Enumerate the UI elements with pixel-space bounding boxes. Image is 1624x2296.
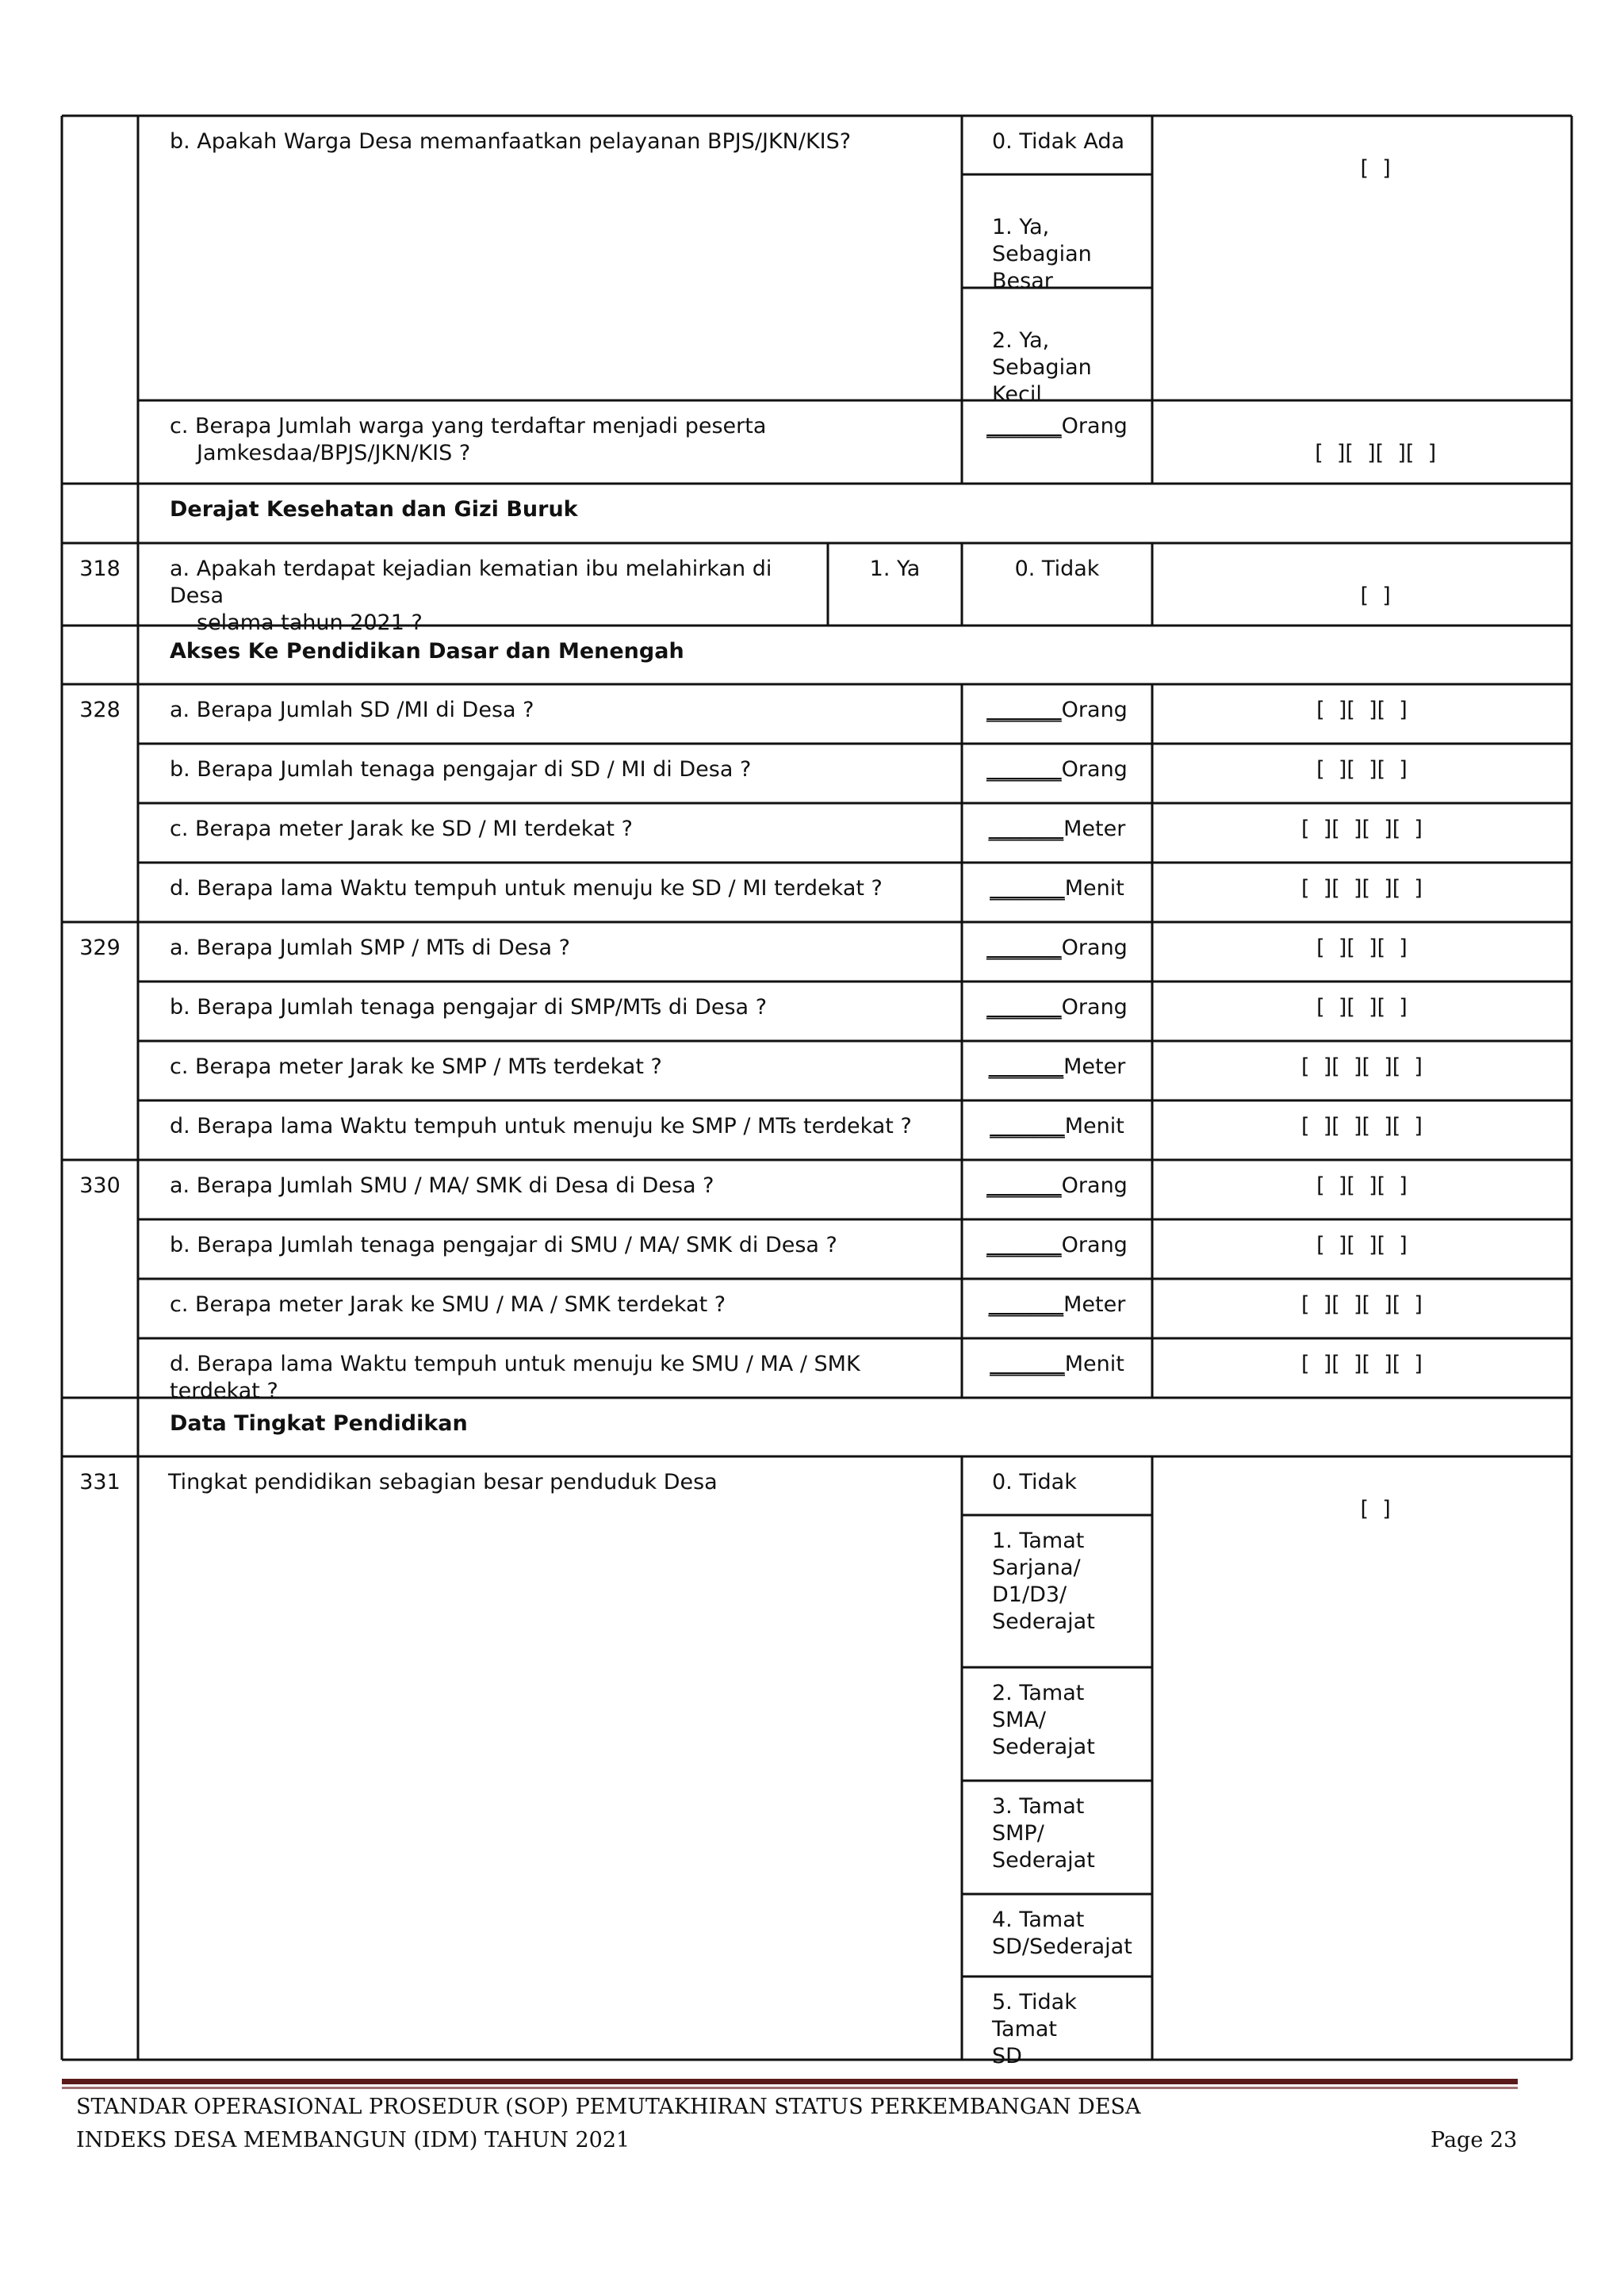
- page-number-label: Page 23: [1431, 2128, 1518, 2152]
- unit-label: Menit: [1064, 1352, 1124, 1376]
- unit-label: Menit: [1064, 1114, 1124, 1138]
- section-heading: [138, 626, 1572, 684]
- question-education-level: [138, 1456, 962, 2060]
- question-text: a. Berapa Jumlah SMP / MTs di Desa ?: [170, 936, 570, 960]
- question-row: [138, 982, 962, 1041]
- unit-field[interactable]: [962, 922, 1152, 982]
- question-text: c. Berapa meter Jarak ke SMP / MTs terdekat ?: [170, 1054, 662, 1079]
- question-text: d. Berapa lama Waktu tempuh untuk menuju ke SMP / MTs terdekat ?: [170, 1114, 912, 1138]
- question-text-cont: Jamkesdaa/BPJS/JKN/KIS ?: [197, 441, 471, 465]
- section-title: Akses Ke Pendidikan Dasar dan Menengah: [170, 639, 684, 664]
- option-label: 0. Tidak: [992, 1470, 1077, 1494]
- footer-subtitle: [76, 2127, 630, 2154]
- question-text: Tingkat pendidikan sebagian besar penduduk Desa: [168, 1470, 718, 1494]
- question-maternal-death: [138, 543, 828, 635]
- answer-box[interactable]: [1152, 116, 1572, 400]
- option-tidak-ada[interactable]: [962, 116, 1152, 174]
- option-label: 5. Tidak Tamat SD: [992, 1990, 1077, 2068]
- answer-box[interactable]: [1152, 543, 1572, 626]
- fill-line: _______: [986, 757, 1062, 782]
- number-label: 331: [79, 1470, 121, 1494]
- footer-line-1: STANDAR OPERASIONAL PROSEDUR (SOP) PEMUTAKHIRAN STATUS PERKEMBANGAN DESA: [76, 2095, 1141, 2119]
- question-row: [138, 1041, 962, 1100]
- question-text-cont: selama tahun 2021 ?: [197, 610, 423, 635]
- answer-brackets: [ ][ ][ ]: [1316, 936, 1408, 960]
- option-edu-3[interactable]: [962, 1781, 1152, 1894]
- unit-label: Menit: [1064, 876, 1124, 901]
- option-label: 1. Tamat Sarjana/ D1/D3/ Sederajat: [992, 1529, 1095, 1634]
- option-tidak[interactable]: [962, 543, 1152, 626]
- unit-label: Orang: [1061, 936, 1128, 960]
- answer-box[interactable]: [1152, 803, 1572, 863]
- fill-line: _______: [986, 1233, 1062, 1257]
- option-edu-4[interactable]: [962, 1894, 1152, 1976]
- answer-brackets: [ ][ ][ ][ ]: [1301, 1292, 1423, 1317]
- option-label: 0. Tidak Ada: [992, 129, 1125, 154]
- number-label: 328: [79, 698, 121, 722]
- answer-brackets: [ ]: [1360, 584, 1391, 608]
- option-sebagian-kecil[interactable]: [962, 288, 1152, 407]
- unit-field[interactable]: [962, 982, 1152, 1041]
- unit-label: Meter: [1063, 817, 1126, 841]
- fill-line: _______: [990, 876, 1065, 901]
- footer-rule-light: [62, 2087, 1518, 2089]
- footer-rule-dark: [62, 2079, 1518, 2084]
- option-label: 1. Ya, Sebagian Besar: [992, 215, 1092, 293]
- option-edu-5[interactable]: [962, 1976, 1152, 2068]
- answer-box[interactable]: [1152, 1338, 1572, 1398]
- question-jamkesdaa-count: [138, 400, 962, 484]
- unit-field[interactable]: [962, 684, 1152, 744]
- question-row: [138, 863, 962, 922]
- answer-brackets: [ ][ ][ ]: [1316, 1173, 1408, 1198]
- unit-field[interactable]: [962, 1100, 1152, 1160]
- question-number: [62, 1456, 138, 2060]
- answer-box[interactable]: [1152, 922, 1572, 982]
- unit-field[interactable]: [962, 1338, 1152, 1398]
- answer-box[interactable]: [1152, 1041, 1572, 1100]
- section-title: Data Tingkat Pendidikan: [170, 1411, 468, 1436]
- fill-line: _______: [986, 936, 1062, 960]
- unit-field[interactable]: [962, 1279, 1152, 1338]
- answer-box[interactable]: [1152, 1160, 1572, 1219]
- number-label: 318: [79, 557, 121, 581]
- fill-line: _______: [986, 698, 1062, 722]
- option-edu-1[interactable]: [962, 1515, 1152, 1667]
- question-text: a. Berapa Jumlah SMU / MA/ SMK di Desa di Desa ?: [170, 1173, 714, 1198]
- option-label: 0. Tidak: [1014, 557, 1100, 581]
- answer-box[interactable]: [1152, 863, 1572, 922]
- answer-brackets: [ ][ ][ ][ ]: [1315, 441, 1437, 465]
- question-text: a. Berapa Jumlah SD /MI di Desa ?: [170, 698, 534, 722]
- question-text: c. Berapa Jumlah warga yang terdaftar menjadi peserta: [170, 414, 767, 438]
- question-text: d. Berapa lama Waktu tempuh untuk menuju ke SD / MI terdekat ?: [170, 876, 883, 901]
- fill-line: _______: [988, 817, 1064, 841]
- unit-label: Meter: [1063, 1292, 1126, 1317]
- answer-brackets: [ ]: [1360, 1497, 1391, 1521]
- section-heading: [138, 484, 1572, 543]
- unit-field[interactable]: [962, 1041, 1152, 1100]
- question-number: [62, 1160, 138, 1219]
- unit-label: Orang: [1061, 1173, 1128, 1198]
- answer-brackets: [ ][ ][ ]: [1316, 1233, 1408, 1257]
- option-edu-2[interactable]: [962, 1667, 1152, 1781]
- answer-box[interactable]: [1152, 1100, 1572, 1160]
- unit-field[interactable]: [962, 1160, 1152, 1219]
- unit-label: Orang: [1061, 414, 1128, 438]
- question-text: d. Berapa lama Waktu tempuh untuk menuju ke SMU / MA / SMK terdekat ?: [170, 1352, 860, 1403]
- question-row: [138, 744, 962, 803]
- question-row: [138, 1100, 962, 1160]
- question-row: [138, 922, 962, 982]
- unit-label: Meter: [1063, 1054, 1126, 1079]
- answer-box[interactable]: [1152, 400, 1572, 484]
- section-title: Derajat Kesehatan dan Gizi Buruk: [170, 497, 578, 522]
- answer-brackets: [ ][ ][ ]: [1316, 757, 1408, 782]
- option-label: 4. Tamat SD/Sederajat: [992, 1908, 1132, 1959]
- option-label: 3. Tamat SMP/ Sederajat: [992, 1794, 1095, 1873]
- question-text: a. Apakah terdapat kejadian kematian ibu melahirkan di Desa: [170, 557, 772, 608]
- unit-label: Orang: [1061, 995, 1128, 1020]
- question-row: [138, 1338, 962, 1403]
- answer-box[interactable]: [1152, 1456, 1572, 2060]
- answer-box[interactable]: [1152, 744, 1572, 803]
- unit-field[interactable]: [962, 863, 1152, 922]
- answer-brackets: [ ][ ][ ]: [1316, 995, 1408, 1020]
- option-edu-0[interactable]: [962, 1456, 1152, 1515]
- number-label: 330: [79, 1173, 121, 1198]
- question-text: b. Berapa Jumlah tenaga pengajar di SD / MI di Desa ?: [170, 757, 752, 782]
- option-label: 1. Ya: [869, 557, 921, 581]
- question-row: [138, 803, 962, 863]
- option-label: 2. Ya, Sebagian Kecil: [992, 328, 1092, 407]
- answer-brackets: [ ][ ][ ][ ]: [1301, 876, 1423, 901]
- footer-line-2: INDEKS DESA MEMBANGUN (IDM) TAHUN 2021: [76, 2128, 630, 2152]
- answer-brackets: [ ]: [1360, 156, 1391, 181]
- question-text: b. Berapa Jumlah tenaga pengajar di SMU / MA/ SMK di Desa ?: [170, 1233, 837, 1257]
- answer-box[interactable]: [1152, 1219, 1572, 1279]
- unit-field[interactable]: [962, 744, 1152, 803]
- question-row: [138, 684, 962, 744]
- question-row: [138, 1279, 962, 1338]
- answer-brackets: [ ][ ][ ]: [1316, 698, 1408, 722]
- fill-line: _______: [990, 1114, 1065, 1138]
- option-label: 2. Tamat SMA/ Sederajat: [992, 1681, 1095, 1759]
- answer-brackets: [ ][ ][ ][ ]: [1301, 1352, 1423, 1376]
- answer-box[interactable]: [1152, 1279, 1572, 1338]
- unit-field[interactable]: [962, 1219, 1152, 1279]
- question-text: c. Berapa meter Jarak ke SMU / MA / SMK terdekat ?: [170, 1292, 726, 1317]
- answer-brackets: [ ][ ][ ][ ]: [1301, 817, 1423, 841]
- fill-line: _______: [988, 1054, 1064, 1079]
- fill-line: _______: [988, 1292, 1064, 1317]
- unit-label: Orang: [1061, 698, 1128, 722]
- question-text: c. Berapa meter Jarak ke SD / MI terdekat ?: [170, 817, 633, 841]
- page-number: [1431, 2127, 1517, 2154]
- fill-line: _______: [986, 1173, 1062, 1198]
- question-number: [62, 684, 138, 744]
- fill-line: _______: [990, 1352, 1065, 1376]
- unit-field[interactable]: [962, 400, 1152, 484]
- question-text: b. Berapa Jumlah tenaga pengajar di SMP/MTs di Desa ?: [170, 995, 768, 1020]
- fill-line: _______: [986, 414, 1062, 438]
- answer-brackets: [ ][ ][ ][ ]: [1301, 1114, 1423, 1138]
- answer-box[interactable]: [1152, 982, 1572, 1041]
- question-text: b. Apakah Warga Desa memanfaatkan pelayanan BPJS/JKN/KIS?: [170, 129, 852, 154]
- option-sebagian-besar[interactable]: [962, 174, 1152, 293]
- unit-label: Orang: [1061, 757, 1128, 782]
- unit-field[interactable]: [962, 803, 1152, 863]
- question-row: [138, 1219, 962, 1279]
- section-heading: [138, 1398, 1572, 1456]
- number-label: 329: [79, 936, 121, 960]
- footer-title: [76, 2094, 1141, 2121]
- question-number: [62, 922, 138, 982]
- question-number: [62, 543, 138, 626]
- option-ya[interactable]: [828, 543, 962, 626]
- question-row: [138, 1160, 962, 1219]
- unit-label: Orang: [1061, 1233, 1128, 1257]
- answer-box[interactable]: [1152, 684, 1572, 744]
- answer-brackets: [ ][ ][ ][ ]: [1301, 1054, 1423, 1079]
- fill-line: _______: [986, 995, 1062, 1020]
